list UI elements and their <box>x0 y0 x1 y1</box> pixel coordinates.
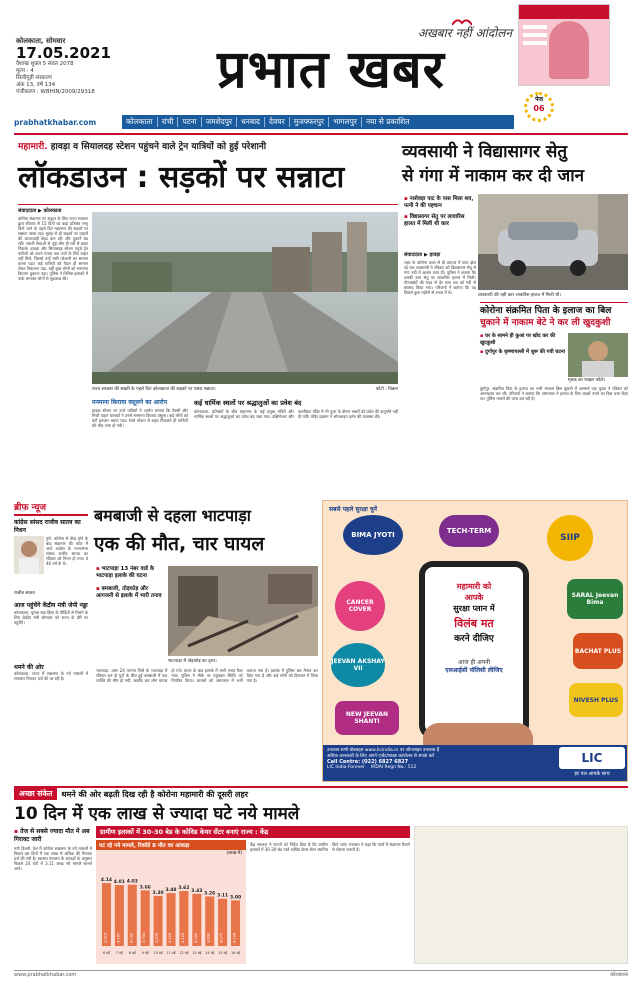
lic-phone-msg-5: करने दीजिए <box>454 634 494 644</box>
lic-product-bima-jyoti: BIMA JYOTI <box>343 515 403 555</box>
nav-item-kolkata[interactable]: कोलकाता <box>122 117 158 127</box>
chart-value-label: 4.14 <box>100 878 113 884</box>
masthead-calendar-line: वैशाख शुक्ल 5 संवत 2078 <box>16 61 74 67</box>
lead-sub1 <box>92 398 188 458</box>
website-link[interactable]: prabhatkhabar.com <box>14 117 97 127</box>
lic-top-tag: सबसे पहले सुरक्षा चुनें <box>329 506 377 513</box>
brief-item1-caption: राजीव सातव <box>14 591 35 596</box>
chart-bar-label: 4,092 <box>129 932 134 943</box>
masthead-edition: सिलीगुड़ी संस्करण <box>16 75 52 81</box>
nav-item-ranchi[interactable]: रांची <box>158 117 179 127</box>
setu-body: शहर के कोरोना काल से ही व्यापार में घाटा झेल रहे एक व्यवसायी ने रविवार को विद्यासागर सेतु से गंगा नदी में छलांग लगा दी। पुलिस ने बताया कि उसकी कार सेतु पर लावारिस हालत में मिली। गोताखोरों की मदद से देर शाम शव को नदी से बरामद किया गया। परिजनों ने बताया कि वह पिछले कुछ महीनों से तनाव में थे। <box>404 260 476 295</box>
lic-product-nivesh-plus: NIVESH PLUS <box>569 683 623 717</box>
lic-ad[interactable] <box>322 500 628 782</box>
chart-bar-label: 3,754 <box>142 932 147 943</box>
lead-strap-text: हावड़ा व सियालदह स्टेशन पहुंचने वाले ट्रेन यात्रियों को हुई परेशानी <box>50 142 267 152</box>
chart-bar-label: 3,876 <box>155 932 160 943</box>
chart-category-label: 9 मई <box>141 951 149 955</box>
chart-bar-label: 4,077 <box>219 932 224 943</box>
lic-irdai: IRDAI Regn No.: 512 <box>370 765 417 770</box>
footer-city: कोलकाता <box>610 972 628 978</box>
lead-strap <box>18 139 398 153</box>
lic-phone-msg-1: महामारी को <box>456 582 492 591</box>
lead-headline-rule <box>18 204 398 205</box>
bomb-bullet-1: ▪ भाटपाड़ा 13 नंबर वार्ड के भाटपाड़ा इलाके की घटना <box>96 566 162 580</box>
lead-headline: लॉकडाउन : सड़कों पर सन्नाटा <box>18 160 345 195</box>
covid-bill-photo <box>568 333 628 377</box>
lic-helpline: Call Centre: (022) 6827 6827 <box>327 759 409 765</box>
chart-category-label: 10 मई <box>153 951 163 955</box>
chart-bar-label: 4,106 <box>232 932 237 943</box>
setu-photo-caption: व्यवसायी की यही कार लावारिस हालत में मिली थी। <box>478 293 561 298</box>
setu-place: हावड़ा <box>429 252 441 258</box>
brief-section <box>14 500 88 760</box>
chart-category-label: 15 मई <box>218 951 228 955</box>
setu-photo <box>478 194 628 290</box>
lic-product-saral-jeevan: SARAL Jeevan Bima <box>567 579 623 619</box>
corona-strap: थमने की ओर बढ़ती दिख रही है कोरोना महामारी की दूसरी लहर <box>61 789 248 799</box>
bomb-photo-caption: भाटपाड़ा में तोड़फोड़ का दृश्य। <box>168 659 217 664</box>
chart-value-label: 3.48 <box>165 888 177 894</box>
covid-bill-headline-line2: चुकाने में नाकाम बेटे ने कर ली खुदकुशी <box>480 318 611 328</box>
chart-value-label: 3.30 <box>152 890 164 896</box>
covid-bill-body: दुर्गापुर. संक्रमित पिता के इलाज का भारी भरकम बिल चुकाने में असमर्थ एक युवक ने रविवार को आत्महत्या कर ली। परिजनों ने बताया कि अस्पताल ने इलाज के लिए लाखों रुपये का बिल थमा दिया था। पुलिस मामले की जांच कर रही है। <box>480 386 628 401</box>
bomb-body: भाटपाड़ा. उत्तर 24 परगना जिले के भाटपाड़ा में रविवार रात दो गुटों के बीच हुई बमबाजी में एक व्यक्ति की मौत हो गयी, जबकि चार लोग घायल हो गये। घटना के बाद इलाके में भारी तनाव फैल गया। पुलिस ने मौके पर पहुंचकर स्थिति को नियंत्रित किया। घायलों को अस्पताल में भर्ती कराया गया है। इलाके में पुलिस बल तैनात कर दिया गया है और कई लोगों को हिरासत में लिया गया है। <box>96 668 318 683</box>
chart-category-label: 16 मई <box>230 951 241 955</box>
chart-bar-label: 4,205 <box>168 932 172 943</box>
chart-bar-label: 3,890 <box>206 932 211 943</box>
nav-item-bhagalpur[interactable]: भागलपुर <box>329 117 362 127</box>
lead-photo-caption: राज्य सरकार की सख्ती के पहले दिन कोलकाता की सड़कों पर पसरा सन्नाटा। <box>92 387 216 392</box>
corona-headline: 10 दिन में एक लाख से ज्यादा घटे नये मामले <box>14 804 300 824</box>
masthead-location-day: कोलकाता, सोमवार <box>16 37 66 45</box>
page-badge-label: पेज <box>535 96 543 103</box>
masthead-tagline: अखबार नहीं आंदोलन <box>417 26 512 40</box>
bird-logo-icon <box>452 14 472 26</box>
masthead-price: मूल्य : 4 <box>16 68 34 74</box>
setu-dateline: संवाददाता <box>404 252 423 258</box>
lead-sub1-head: मनमाना किराया वसूलने का आरोप <box>92 399 168 406</box>
brief-item2-body: कोलकाता. चुनाव बाद हिंसा के पीड़ितों से मिलने के लिए केंद्रीय मंत्री सोमवार को राज्य के दौरे पर पहुंचेंगे। <box>14 609 88 625</box>
bomb-headline-line2: एक की मौत, चार घायल <box>94 533 265 555</box>
bomb-bullet-2: ▪ बमबाजी, तोड़फोड़ और आगजनी से इलाके में भारी तनाव <box>96 586 162 600</box>
setu-body-column: संवाददाता ▶ हावड़ा शहर के कोरोना काल से ही व्यापार में घाटा झेल रहे एक व्यवसायी ने रविवार को विद्यासागर सेतु से गंगा नदी में छलांग लगा दी। पुलिस ने बताया कि उसकी कार सेतु पर लावारिस हालत में मिली। गोताखोरों की मदद से देर शाम शव को नदी से बरामद किया गया। परिजनों ने बताया कि वह पिछले कुछ महीनों से तनाव में थे। <box>404 252 476 452</box>
chart-category-label: 12 मई <box>179 951 189 955</box>
nav-item-new-editions[interactable]: नया से प्रकाशित <box>365 117 410 126</box>
chart-category-label: 7 मई <box>115 951 123 955</box>
corona-sub-strap: ग्रामीण इलाकों में 30-30 बेड के कोविड केयर सेंटर बनाएं राज्य : केंद्र <box>96 826 410 838</box>
chart-value-label: 3.26 <box>204 891 216 897</box>
lic-phone-msg-4: विलंब मत <box>454 617 494 630</box>
bomb-photo <box>168 566 318 656</box>
brief-item3-head: थमने की ओर <box>14 663 44 671</box>
lic-product-jeevan-akshay: JEEVAN AKSHAY VII <box>331 643 385 687</box>
masthead-registration: पंजीकरण : WBHIN/2009/29318 <box>16 89 95 95</box>
page-badge-number: 06 <box>533 104 545 113</box>
lead-body-column: संवाददाता ▶ कोलकाता कोरोना संक्रमण पर अंकुश के लिए राज्य सरकार द्वारा रविवार से 15 दिनों का कड़ा प्रतिबंध लागू किये जाने के पहले दिन महानगर की सड़कों पर सन्नाटा पसरा रहा। सुबह से ही सड़कों पर वाहनों की आवाजाही बेहद कम रही और दुकानें बंद रहीं। जरूरी सेवाओं से जुड़े लोग ही घरों से बाहर निकले। हावड़ा और सियालदह स्टेशन पहुंचे ट्रेन यात्रियों को अपने गंतव्य तक जाने के लिए वाहन नहीं मिले, जिससे उन्हें भारी परेशानी का सामना करना पड़ा। कई यात्रियों को पैदल ही सामान लेकर निकलना पड़ा, वहीं कुछ लोगों को मनमाना किराया चुकाना पड़ा। पुलिस ने विभिन्न इलाकों में नाके लगाकर लोगों से पूछताछ की। <box>18 208 88 408</box>
lic-product-cancer-cover: CANCER COVER <box>335 581 385 631</box>
lead-dateline: संवाददाता <box>18 208 37 214</box>
nav-item-deoghar[interactable]: देवघर <box>265 117 290 127</box>
side-ad-strip <box>414 826 628 964</box>
masthead-title: प्रभात खबर <box>217 40 445 100</box>
covid-bill-photo-caption: मृतक का फाइल फोटो। <box>568 378 606 383</box>
chart-value-label: 3.11 <box>217 893 229 899</box>
brief-item1-head: कांग्रेस सांसद राजीव सातव का निधन <box>14 519 81 534</box>
lic-tagline: हर पल आपके साथ <box>574 771 610 777</box>
lic-footer-line2: अधिक जानकारी के लिए अपने एजेंट/शाखा कार्यालय से संपर्क करें <box>327 754 435 759</box>
lead-photo-caption-bar <box>92 386 398 392</box>
corona-left-bullet: ▪ तेज से सबसे ज्यादा मौत में अब गिरावट जारी <box>14 828 92 843</box>
chart-value-label: 3.62 <box>178 885 190 891</box>
lic-brand: LIC <box>581 751 603 765</box>
masthead-date: 17.05.2021 <box>16 44 111 62</box>
lead-sub2 <box>194 398 398 458</box>
lic-phone-msg-7: एलआईसी पॉलिसी लीजिए <box>445 667 503 674</box>
lead-body: कोरोना संक्रमण पर अंकुश के लिए राज्य सरकार द्वारा रविवार से 15 दिनों का कड़ा प्रतिबंध लागू किये जाने के पहले दिन महानगर की सड़कों पर सन्नाटा पसरा रहा। सुबह से ही सड़कों पर वाहनों की आवाजाही बेहद कम रही और दुकानें बंद रहीं। जरूरी सेवाओं से जुड़े लोग ही घरों से बाहर निकले। हावड़ा और सियालदह स्टेशन पहुंचे ट्रेन यात्रियों को अपने गंतव्य तक जाने के लिए वाहन नहीं मिले, जिससे उन्हें भारी परेशानी का सामना करना पड़ा। कई यात्रियों को पैदल ही सामान लेकर निकलना पड़ा, वहीं कुछ लोगों को मनमाना किराया चुकाना पड़ा। पुलिस ने विभिन्न इलाकों में नाके लगाकर लोगों से पूछताछ की। <box>18 216 88 281</box>
chart-subtitle: (लाख में) <box>226 851 242 856</box>
lic-footer-line1: उपलब्ध सभी प्रोडक्ट्स www.licindia.in पर ऑनलाइन उपलब्ध हैं <box>327 748 440 753</box>
chart-value-label: 3.43 <box>191 888 203 894</box>
lic-product-bachat-plus: BACHAT PLUS <box>573 633 623 669</box>
brief-label: ब्रीफ न्यूज <box>14 500 88 516</box>
lic-logo <box>559 747 625 769</box>
covid-bill-story <box>480 302 628 452</box>
bomb-headline <box>94 502 320 558</box>
lead-photo <box>92 212 398 384</box>
nav-item-patna[interactable]: पटना <box>178 117 201 127</box>
chart-value-label: 3.00 <box>229 895 242 901</box>
footer-website[interactable]: www.prabhatkhabar.com <box>14 972 77 978</box>
lic-phone-msg-3: सुरक्षा प्लान में <box>453 604 495 613</box>
nav-item-muzaffarpur[interactable]: मुजफ्फरपुर <box>290 117 329 127</box>
promo-thumbnail[interactable] <box>518 4 610 86</box>
page-footer <box>14 970 628 980</box>
lead-sub2-head: कई धार्मिक स्थलों पर श्रद्धालुओं का प्रवेश बंद <box>194 399 302 407</box>
masthead-meta <box>16 38 136 96</box>
lic-product-siip: SIIP <box>547 515 593 561</box>
brief-item3-body: कोलकाता. राज्य में संक्रमण के नये मामलों में लगातार गिरावट दर्ज की जा रही है। <box>14 671 88 681</box>
page-badge <box>524 92 554 122</box>
setu-bullet-1: ▪ नाशेवड़ा पाट के पास मिला शव, पत्नी ने की पहचान <box>404 196 476 210</box>
nav-item-jamshedpur[interactable]: जमशेदपुर <box>202 117 237 127</box>
cases-chart <box>96 840 246 964</box>
masthead <box>0 0 640 132</box>
setu-headline-line1: व्यवसायी ने विद्यासागर सेतु <box>402 142 568 162</box>
chart-category-label: 8 मई <box>128 951 136 955</box>
chart-bar-label: 4,000 <box>193 932 198 943</box>
lead-kicker: महामारी. <box>18 142 48 152</box>
masthead-issue: अंक 13, वर्ष 134 <box>16 82 56 88</box>
bomb-bullets <box>96 566 162 600</box>
lead-sub2-body: कोलकाता. प्रतिबंधों के बीच महानगर के कई प्रमुख मंदिरों और धार्मिक स्थलों पर श्रद्धालुओं का प्रवेश बंद रखा गया। दक्षिणेश्वर और कालीघाट मंदिर में भी पूजा के दौरान भक्तों को प्रवेश की अनुमति नहीं दी गयी। मंदिर प्रबंधन ने ऑनलाइन दर्शन की व्यवस्था की। <box>194 409 398 419</box>
covid-bill-bullet-1: ▪ घर के सामने ही कुआं पर खोद कर की खुदकुशी <box>480 333 566 346</box>
corona-right-body: केंद्र सरकार ने राज्यों को निर्देश दिया है कि ग्रामीण इलाकों में 30-30 बेड वाले कोविड केयर सेंटर स्थापित किये जाएं। मंत्रालय ने कहा कि गांवों में संक्रमण फैलने से रोकना जरूरी है। <box>250 842 410 852</box>
chart-value-label: 3.66 <box>139 885 151 891</box>
lic-phone <box>419 561 529 739</box>
lic-phone-msg-2: आपके <box>464 593 484 602</box>
lic-product-tech-term: TECH-TERM <box>439 515 499 547</box>
nav-item-dhanbad[interactable]: धनबाद <box>237 117 265 127</box>
brief-item1-photo <box>14 536 44 574</box>
lic-phone-msg-6: आज ही अपनी <box>457 659 490 666</box>
setu-bullet-2: ▪ विद्यासागर सेतु पर लावारिस हालत में मिली थी कार <box>404 214 476 228</box>
chart-plot <box>96 856 246 960</box>
corona-left-body: नयी दिल्ली. देश में कोरोना संक्रमण के नये मामलों में पिछले दस दिनों में एक लाख से अधिक की गिरावट दर्ज की गयी है। स्वास्थ्य मंत्रालय के आंकड़ों के अनुसार पिछले 24 घंटों में 3.11 लाख नये मामले सामने आये। <box>14 846 92 871</box>
setu-bullets <box>404 196 476 228</box>
covid-bill-bullet-2: ▪ दुर्गापुर के कृष्णापल्ली में शुरू की गयी घटना <box>480 349 566 356</box>
setu-headline-line2: से गंगा में नाकाम कर दी जान <box>402 166 585 186</box>
lead-sub1-body: हावड़ा स्टेशन पर उतरे यात्रियों ने आरोप लगाया कि टैक्सी और निजी वाहन चालकों ने उनसे मनमाना किराया वसूला। कई लोगों को घंटों इंतजार करना पड़ा। रेलवे स्टेशन से बाहर निकलते ही यात्रियों की भीड़ जमा हो गयी। <box>92 408 188 428</box>
bomb-headline-line1: बमबाजी से दहला भाटपाड़ा <box>94 506 251 525</box>
nav-row <box>14 114 514 130</box>
covid-bill-headline-line1: कोरोना संक्रमित पिता के इलाज का बिल <box>480 306 612 316</box>
corona-strap-row <box>14 786 628 800</box>
chart-bar-label: 3,915 <box>103 932 108 943</box>
lead-place: कोलकाता <box>43 208 62 214</box>
chart-category-label: 14 मई <box>205 951 215 955</box>
chart-bar-label: 4,120 <box>180 932 185 943</box>
chart-category-label: 6 मई <box>102 951 110 955</box>
brief-item2-head: आज पहुंचेंगे केंद्रीय मंत्री जेपी नड्डा <box>14 602 88 609</box>
setu-headline <box>402 140 628 188</box>
masthead-divider <box>14 133 628 135</box>
chart-value-label: 4.01 <box>113 880 125 886</box>
lic-social: LIC India Forever <box>327 765 365 770</box>
city-navbar <box>122 115 514 129</box>
brief-item1-body: पुणे. कोरोना से ठीक होने के बाद संक्रमण की चपेट में आये कांग्रेस के राज्यसभा सांसद राजीव सातव का रविवार को निधन हो गया। वे 46 वर्ष के थे। <box>46 536 88 566</box>
chart-category-label: 13 मई <box>192 951 202 955</box>
chart-title: घट रहे नये मामले, रिकॉर्ड 8 मौत का आंकड़ा <box>96 840 246 850</box>
chart-category-label: 11 मई <box>166 951 176 955</box>
chart-value-label: 4.03 <box>126 879 138 885</box>
covid-bill-headline <box>480 305 628 329</box>
chart-bar-label: 4,187 <box>116 932 121 943</box>
corona-left-column <box>14 828 92 964</box>
corona-label: अच्छा संकेत <box>14 788 57 800</box>
lead-photo-credit: फोटो : विक्रम <box>375 387 398 392</box>
lic-product-new-jeevan-shanti: NEW JEEVAN SHANTI <box>335 701 399 735</box>
